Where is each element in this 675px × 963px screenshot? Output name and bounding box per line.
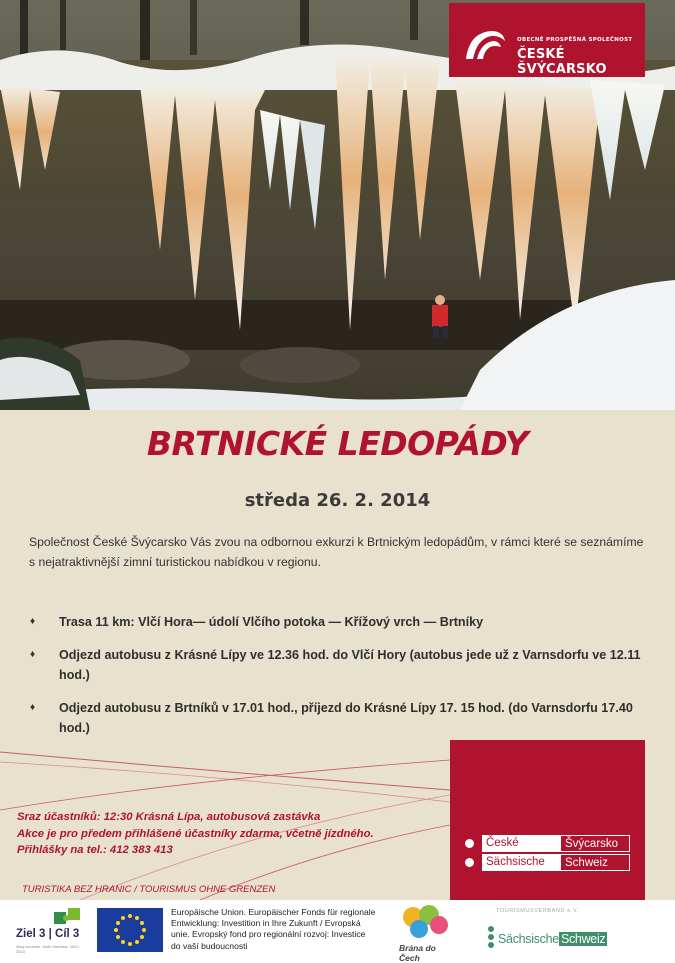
tv-main-1: Sächsische — [498, 932, 559, 946]
bullet-diamond-icon: ♦ — [30, 616, 36, 627]
tagline: TURISTIKA BEZ HRANIC / TOURISMUS OHNE GRENZEN — [22, 884, 276, 895]
organization-logo — [449, 3, 645, 77]
tv-main-text — [498, 932, 607, 946]
region-logo — [465, 835, 630, 875]
meeting-free: Akce je pro předem přihlášené účastníky zdarma, včetně jízdného. — [17, 827, 374, 840]
event-date: středa 26. 2. 2014 — [244, 490, 431, 511]
brana-icon — [397, 905, 453, 941]
dot-icon — [465, 858, 474, 867]
event-intro: Společnost České Švýcarsko Vás zvou na odbornou exkurzi k Brtnickým ledopádům, v rámci které se seznámíme s nejatraktivnější zimní turistickou nabídkou v regionu. — [29, 535, 644, 569]
bullet-diamond-icon: ♦ — [30, 649, 36, 660]
ziel3-logo — [14, 906, 92, 954]
route-item — [30, 612, 650, 632]
dots-icon — [486, 924, 498, 950]
eu-flag-icon — [97, 908, 163, 952]
region-de-1: Sächsische — [482, 854, 560, 871]
brana-text: Brána do Čech — [399, 943, 436, 963]
region-block — [450, 740, 645, 900]
dot-icon — [465, 839, 474, 848]
tourismusverband-logo — [486, 906, 634, 954]
ziel-small-text: Ahoj sousede. Hallo Nachbar. 2007-2013 — [16, 944, 81, 954]
region-cz-1: České — [482, 835, 560, 852]
region-de-2: Schweiz — [560, 854, 630, 871]
logo-brand: ČESKÉ ŠVÝCARSKO — [517, 47, 607, 77]
meeting-point: Sraz účastníků: 12:30 Krásná Lípa, autobusová zastávka — [17, 811, 321, 823]
arch-logo-icon — [463, 27, 507, 61]
route-list — [30, 612, 650, 751]
region-cz-2: Švýcarsko — [560, 835, 630, 852]
route-item-text: Odjezd autobusu z Krásné Lípy ve 12.36 hod. do Vlčí Hory (autobus jede už z Varnsdorfu ve 12.11 hod.) — [59, 648, 641, 682]
meeting-info — [17, 809, 437, 859]
ziel-text: Ziel 3 | Cíl 3 — [16, 928, 80, 940]
route-item-text: Odjezd autobusu z Brtníků v 17.01 hod., příjezd do Krásné Lípy 17. 15 hod. (do Varnsdorfu 17.40 hod.) — [59, 701, 633, 735]
logo-org-line: OBECNĚ PROSPĚŠNÁ SPOLEČNOST — [517, 37, 633, 43]
puzzle-icon — [52, 906, 86, 928]
route-item — [30, 698, 650, 738]
eu-funding-text: Europäische Union. Europäischer Fonds für regionale Entwicklung: Investition in Ihre Zukunft / Evropská unie. Evropský fond pro regionální rozvoj: Investice do vaší budoucnosti — [171, 907, 376, 951]
tv-main-2: Schweiz — [560, 932, 606, 946]
tv-top-text: TOURISMUSVERBAND e.V. — [496, 908, 579, 914]
route-item — [30, 645, 650, 685]
brana-do-cech-logo — [393, 905, 457, 963]
meeting-registration: Přihlášky na tel.: 412 383 413 — [17, 844, 173, 856]
event-title: BRTNICKÉ LEDOPÁDY — [146, 424, 529, 463]
bullet-diamond-icon: ♦ — [30, 702, 36, 713]
route-item-text: Trasa 11 km: Vlčí Hora— údolí Vlčího potoka — Křížový vrch — Brtníky — [59, 615, 484, 629]
